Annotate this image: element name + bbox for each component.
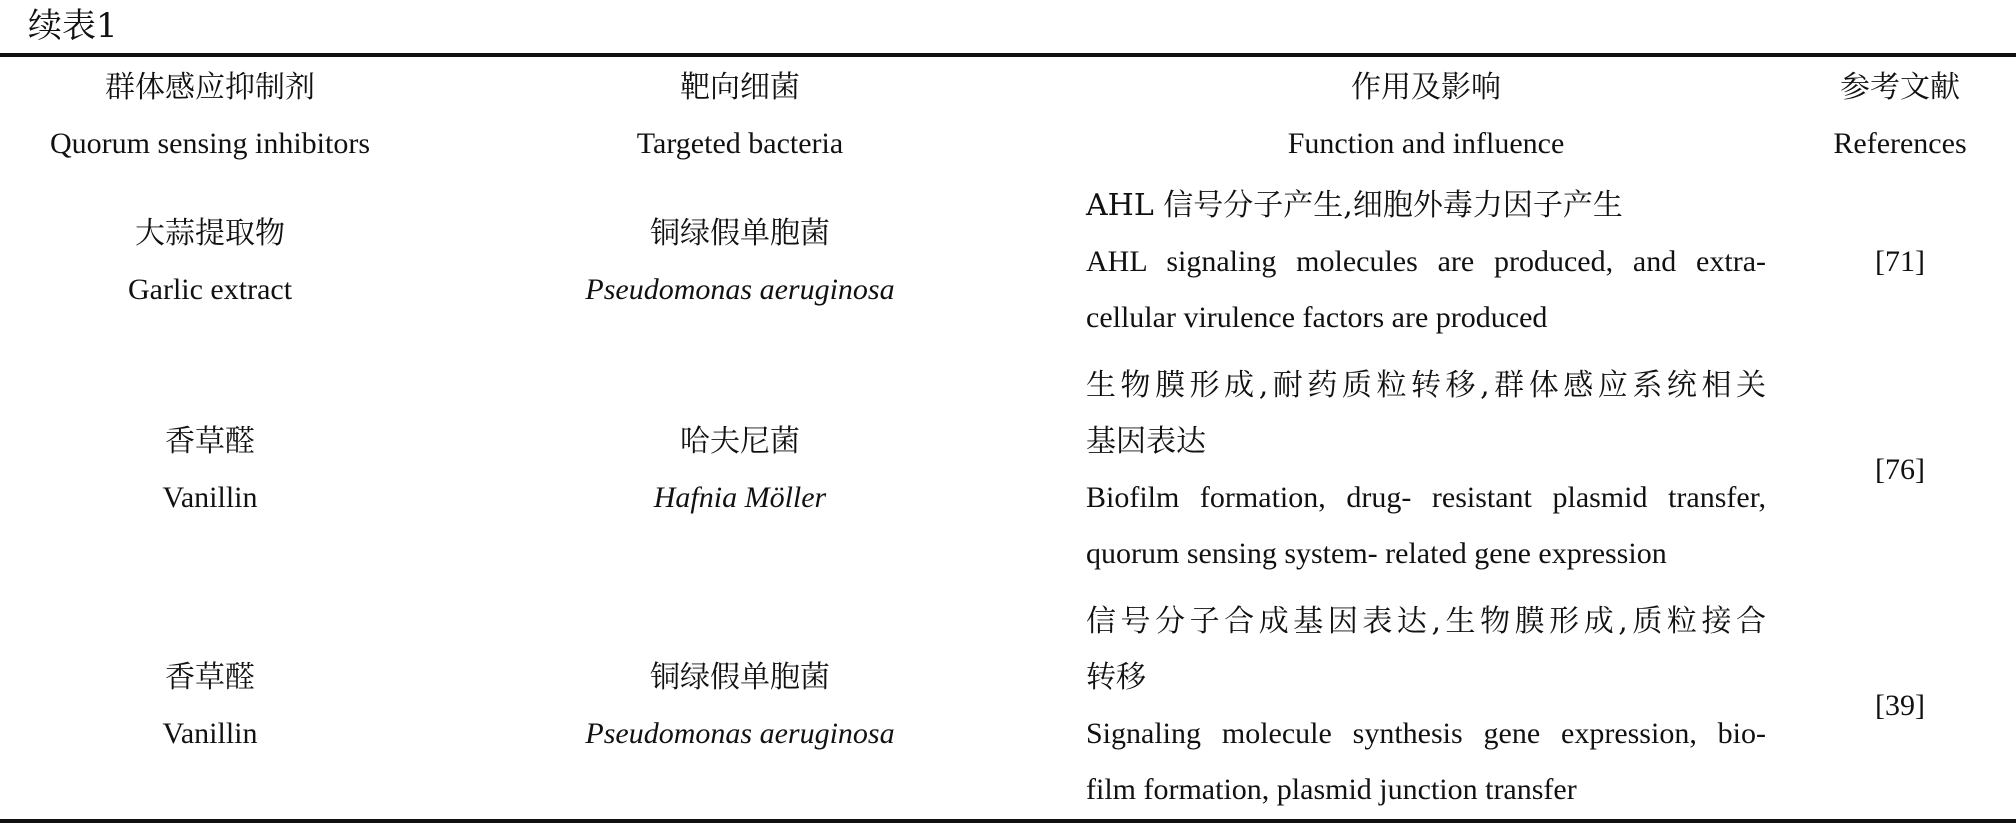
row-3-ref: [39]	[1875, 689, 1925, 722]
row-2-function-line-3: Biofilm formation, drug- resistant plasmid transfer,	[1086, 481, 1766, 514]
table-row-3-bacteria	[530, 650, 950, 762]
table-row-3-function	[1086, 594, 1766, 818]
row-2-bacteria-zh: 哈夫尼菌	[680, 424, 800, 459]
header-references-zh: 参考文献	[1840, 70, 1960, 105]
header-function-zh: 作用及影响	[1351, 70, 1501, 105]
row-2-function-line-1: 生物膜形成,耐药质粒转移,群体感应系统相关	[1086, 368, 1766, 403]
row-2-function-line-2: 基因表达	[1086, 424, 1206, 459]
table-row-2-ref	[1800, 442, 2000, 498]
table-row-1-function	[1086, 178, 1766, 346]
header-bacteria-zh: 靶向细菌	[680, 70, 800, 105]
header-function-en: Function and influence	[1287, 127, 1565, 160]
bottom-rule	[0, 819, 2016, 823]
header-inhibitor-zh: 群体感应抑制剂	[105, 70, 315, 105]
row-1-function-line-3: cellular virulence factors are produced	[1086, 301, 1548, 334]
table-row-1-inhibitor	[0, 206, 420, 318]
header-inhibitor	[0, 60, 420, 172]
row-1-bacteria-zh: 铜绿假单胞菌	[650, 216, 830, 251]
row-1-inhibitor-zh: 大蒜提取物	[135, 216, 285, 251]
table-row-2-bacteria	[530, 414, 950, 526]
header-bacteria	[530, 60, 950, 172]
row-3-function-line-1: 信号分子合成基因表达,生物膜形成,质粒接合	[1086, 604, 1766, 639]
table-row-2-function	[1086, 358, 1766, 582]
table-row-1-ref	[1800, 234, 2000, 290]
row-3-function-line-2: 转移	[1086, 660, 1146, 695]
header-function	[1086, 60, 1766, 172]
row-2-inhibitor-en: Vanillin	[162, 481, 258, 514]
table-caption: 续表1	[28, 6, 118, 46]
row-2-ref: [76]	[1875, 453, 1925, 486]
header-inhibitor-en: Quorum sensing inhibitors	[50, 127, 370, 160]
header-references-en: References	[1833, 127, 1967, 160]
row-1-function-line-2: AHL signaling molecules are produced, and extra-	[1086, 245, 1766, 278]
row-3-bacteria-zh: 铜绿假单胞菌	[650, 660, 830, 695]
row-3-bacteria-en: Pseudomonas aeruginosa	[585, 717, 895, 750]
row-2-bacteria-en: Hafnia Mӧller	[653, 481, 827, 514]
table-row-1-bacteria	[530, 206, 950, 318]
top-rule	[0, 53, 2016, 57]
header-references	[1800, 60, 2000, 172]
row-1-function-line-1: AHL 信号分子产生,细胞外毒力因子产生	[1086, 188, 1623, 223]
row-3-function-line-3: Signaling molecule synthesis gene expression, bio-	[1086, 717, 1766, 750]
row-1-ref: [71]	[1875, 245, 1925, 278]
row-3-inhibitor-zh: 香草醛	[165, 660, 255, 695]
row-3-function-line-4: film formation, plasmid junction transfer	[1086, 773, 1577, 806]
table-row-3-ref	[1800, 678, 2000, 734]
table-row-2-inhibitor	[0, 414, 420, 526]
row-1-bacteria-en: Pseudomonas aeruginosa	[585, 273, 895, 306]
table-row-3-inhibitor	[0, 650, 420, 762]
row-2-inhibitor-zh: 香草醛	[165, 424, 255, 459]
row-1-inhibitor-en: Garlic extract	[127, 273, 293, 306]
header-bacteria-en: Targeted bacteria	[636, 127, 844, 160]
row-2-function-line-4: quorum sensing system- related gene expression	[1086, 537, 1667, 570]
row-3-inhibitor-en: Vanillin	[162, 717, 258, 750]
